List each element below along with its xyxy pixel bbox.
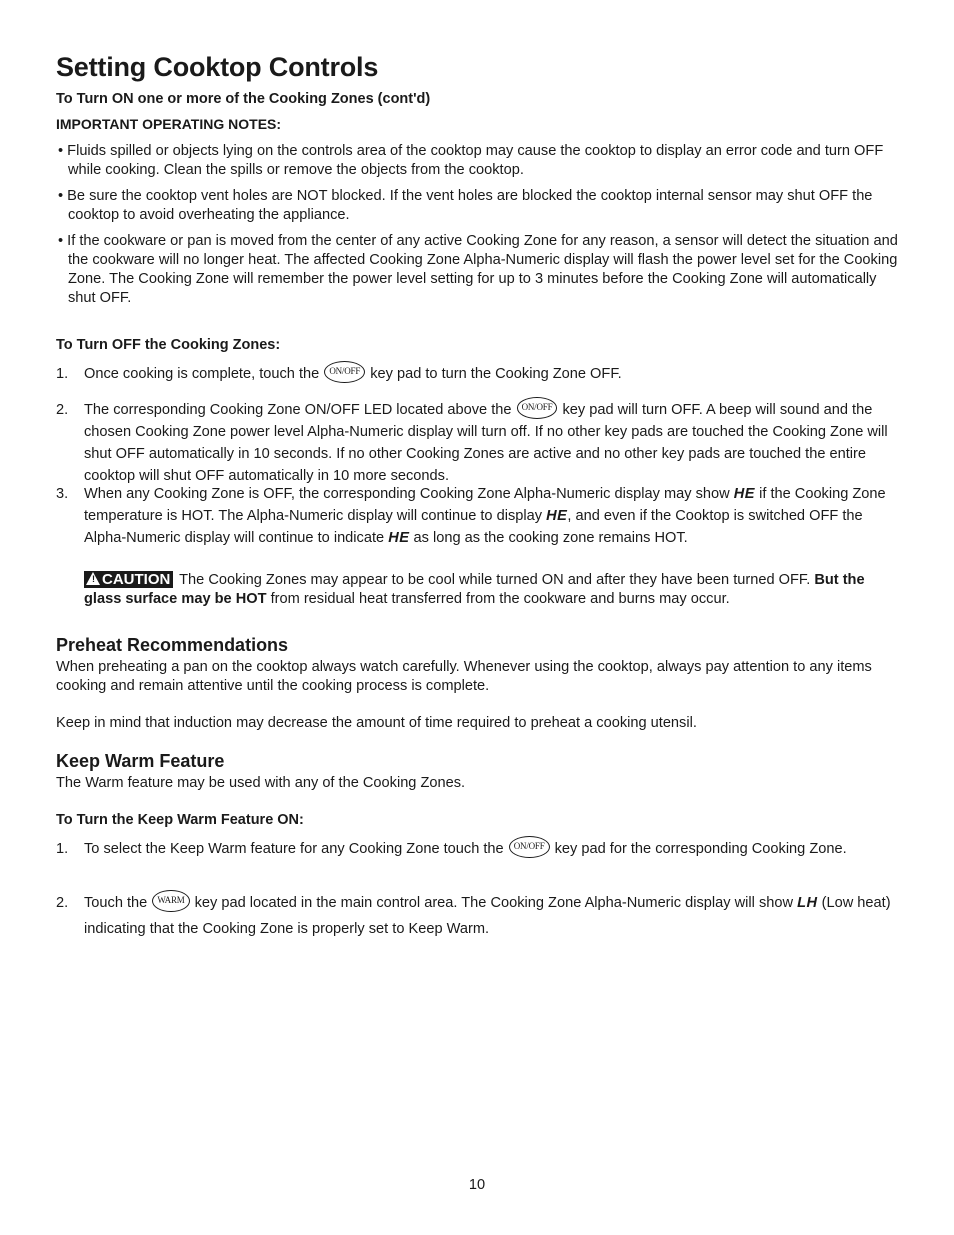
he-display-code: HE <box>733 486 756 502</box>
step-text: The corresponding Cooking Zone ON/OFF LED located above the <box>84 402 512 418</box>
step-text: key pad located in the main control area. The Cooking Zone Alpha-Numeric display will show <box>194 895 794 911</box>
on-off-key-icon: ON/OFF <box>517 397 558 419</box>
step-text: To select the Keep Warm feature for any Cooking Zone touch the <box>84 841 504 857</box>
step-text: Once cooking is complete, touch the <box>84 366 320 382</box>
page-title: Setting Cooktop Controls <box>56 52 379 82</box>
he-display-code: HE <box>546 508 568 524</box>
step-text: if the Cooking Zone temperature is HOT. The Alpha-Numeric display will continue to display <box>84 486 886 524</box>
keep-warm-subheading: To Turn the Keep Warm Feature ON: <box>56 812 304 828</box>
step-text: key pad to turn the Cooking Zone OFF. <box>370 366 622 382</box>
keep-warm-paragraph: The Warm feature may be used with any of the Cooking Zones. <box>56 775 466 791</box>
step-text: , and even if the Cooktop is switched OFF the Alpha-Numeric display will continue to indicate <box>84 508 863 546</box>
preheat-paragraph: Keep in mind that induction may decrease the amount of time required to preheat a cooking utensil. <box>56 715 697 731</box>
step-number: 2. <box>56 895 69 911</box>
notes-heading: IMPORTANT OPERATING NOTES: <box>56 116 282 132</box>
preheat-heading: Preheat Recommendations <box>56 635 289 655</box>
on-off-key-icon: ON/OFF <box>509 836 550 858</box>
caution-badge: ! CAUTION <box>84 571 173 588</box>
step-text: (Low heat) indicating that the Cooking Zone is properly set to Keep Warm. <box>84 895 891 937</box>
note-item: • Fluids spilled or objects lying on the controls area of the cooktop may cause the cooktop to display an error code and turn OFF while cooking. Clean the spills or remove the objects from the cooktop. <box>58 143 884 178</box>
turn-off-heading: To Turn OFF the Cooking Zones: <box>56 337 281 353</box>
note-item: • Be sure the cooktop vent holes are NOT blocked. If the vent holes are blocked the cooktop internal sensor may shut OFF the cooktop to avoid overheating the appliance. <box>58 188 873 223</box>
caution-text: from residual heat transferred from the cookware and burns may occur. <box>270 591 730 607</box>
step-number: 1. <box>56 366 69 382</box>
caution-bold-text: But the glass surface may be HOT <box>84 572 865 607</box>
step-text: Touch the <box>84 895 148 911</box>
note-item: • If the cookware or pan is moved from the center of any active Cooking Zone for any reason, a sensor will detect the situation and the cookware will no longer heat. The affected Cooking Zone Alpha-Numeric display will flash the power level set for the Cooking Zone. The Cooking Zone will remember the power level setting for up to 3 minutes before the Cooking Zone will automatically shut OFF. <box>58 233 898 306</box>
step-text: as long as the cooking zone remains HOT. <box>413 530 688 546</box>
step-text: key pad for the corresponding Cooking Zone. <box>554 841 847 857</box>
preheat-paragraph: When preheating a pan on the cooktop always watch carefully. Whenever using the cooktop, always pay attention to any items cooking and remain attentive until the cooking process is complete. <box>56 659 872 694</box>
section-subtitle: To Turn ON one or more of the Cooking Zones (cont'd) <box>56 91 431 107</box>
caution-text: The Cooking Zones may appear to be cool while turned ON and after they have been turned OFF. <box>179 572 811 588</box>
step-text: key pad will turn OFF. A beep will sound and the chosen Cooking Zone power level Alpha-Numeric display will turn off. If no other key pads are touched the Cooking Zone will shut OFF automatically in 10 seconds. If no other Cooking Zones are active and no other key pads are touched the entire cooktop will shut OFF automatically in 10 more seconds. <box>84 402 888 484</box>
step-text: When any Cooking Zone is OFF, the corresponding Cooking Zone Alpha-Numeric display may show <box>84 486 730 502</box>
keep-warm-heading: Keep Warm Feature <box>56 751 225 771</box>
on-off-key-icon: ON/OFF <box>324 361 365 383</box>
lh-display-code: LH <box>797 895 818 911</box>
he-display-code: HE <box>388 530 410 546</box>
step-number: 2. <box>56 402 69 418</box>
step-number: 3. <box>56 486 69 502</box>
warning-triangle-icon: ! <box>86 572 100 585</box>
warm-key-icon: WARM <box>152 890 189 912</box>
step-number: 1. <box>56 841 69 857</box>
page-number: 10 <box>468 1177 486 1193</box>
